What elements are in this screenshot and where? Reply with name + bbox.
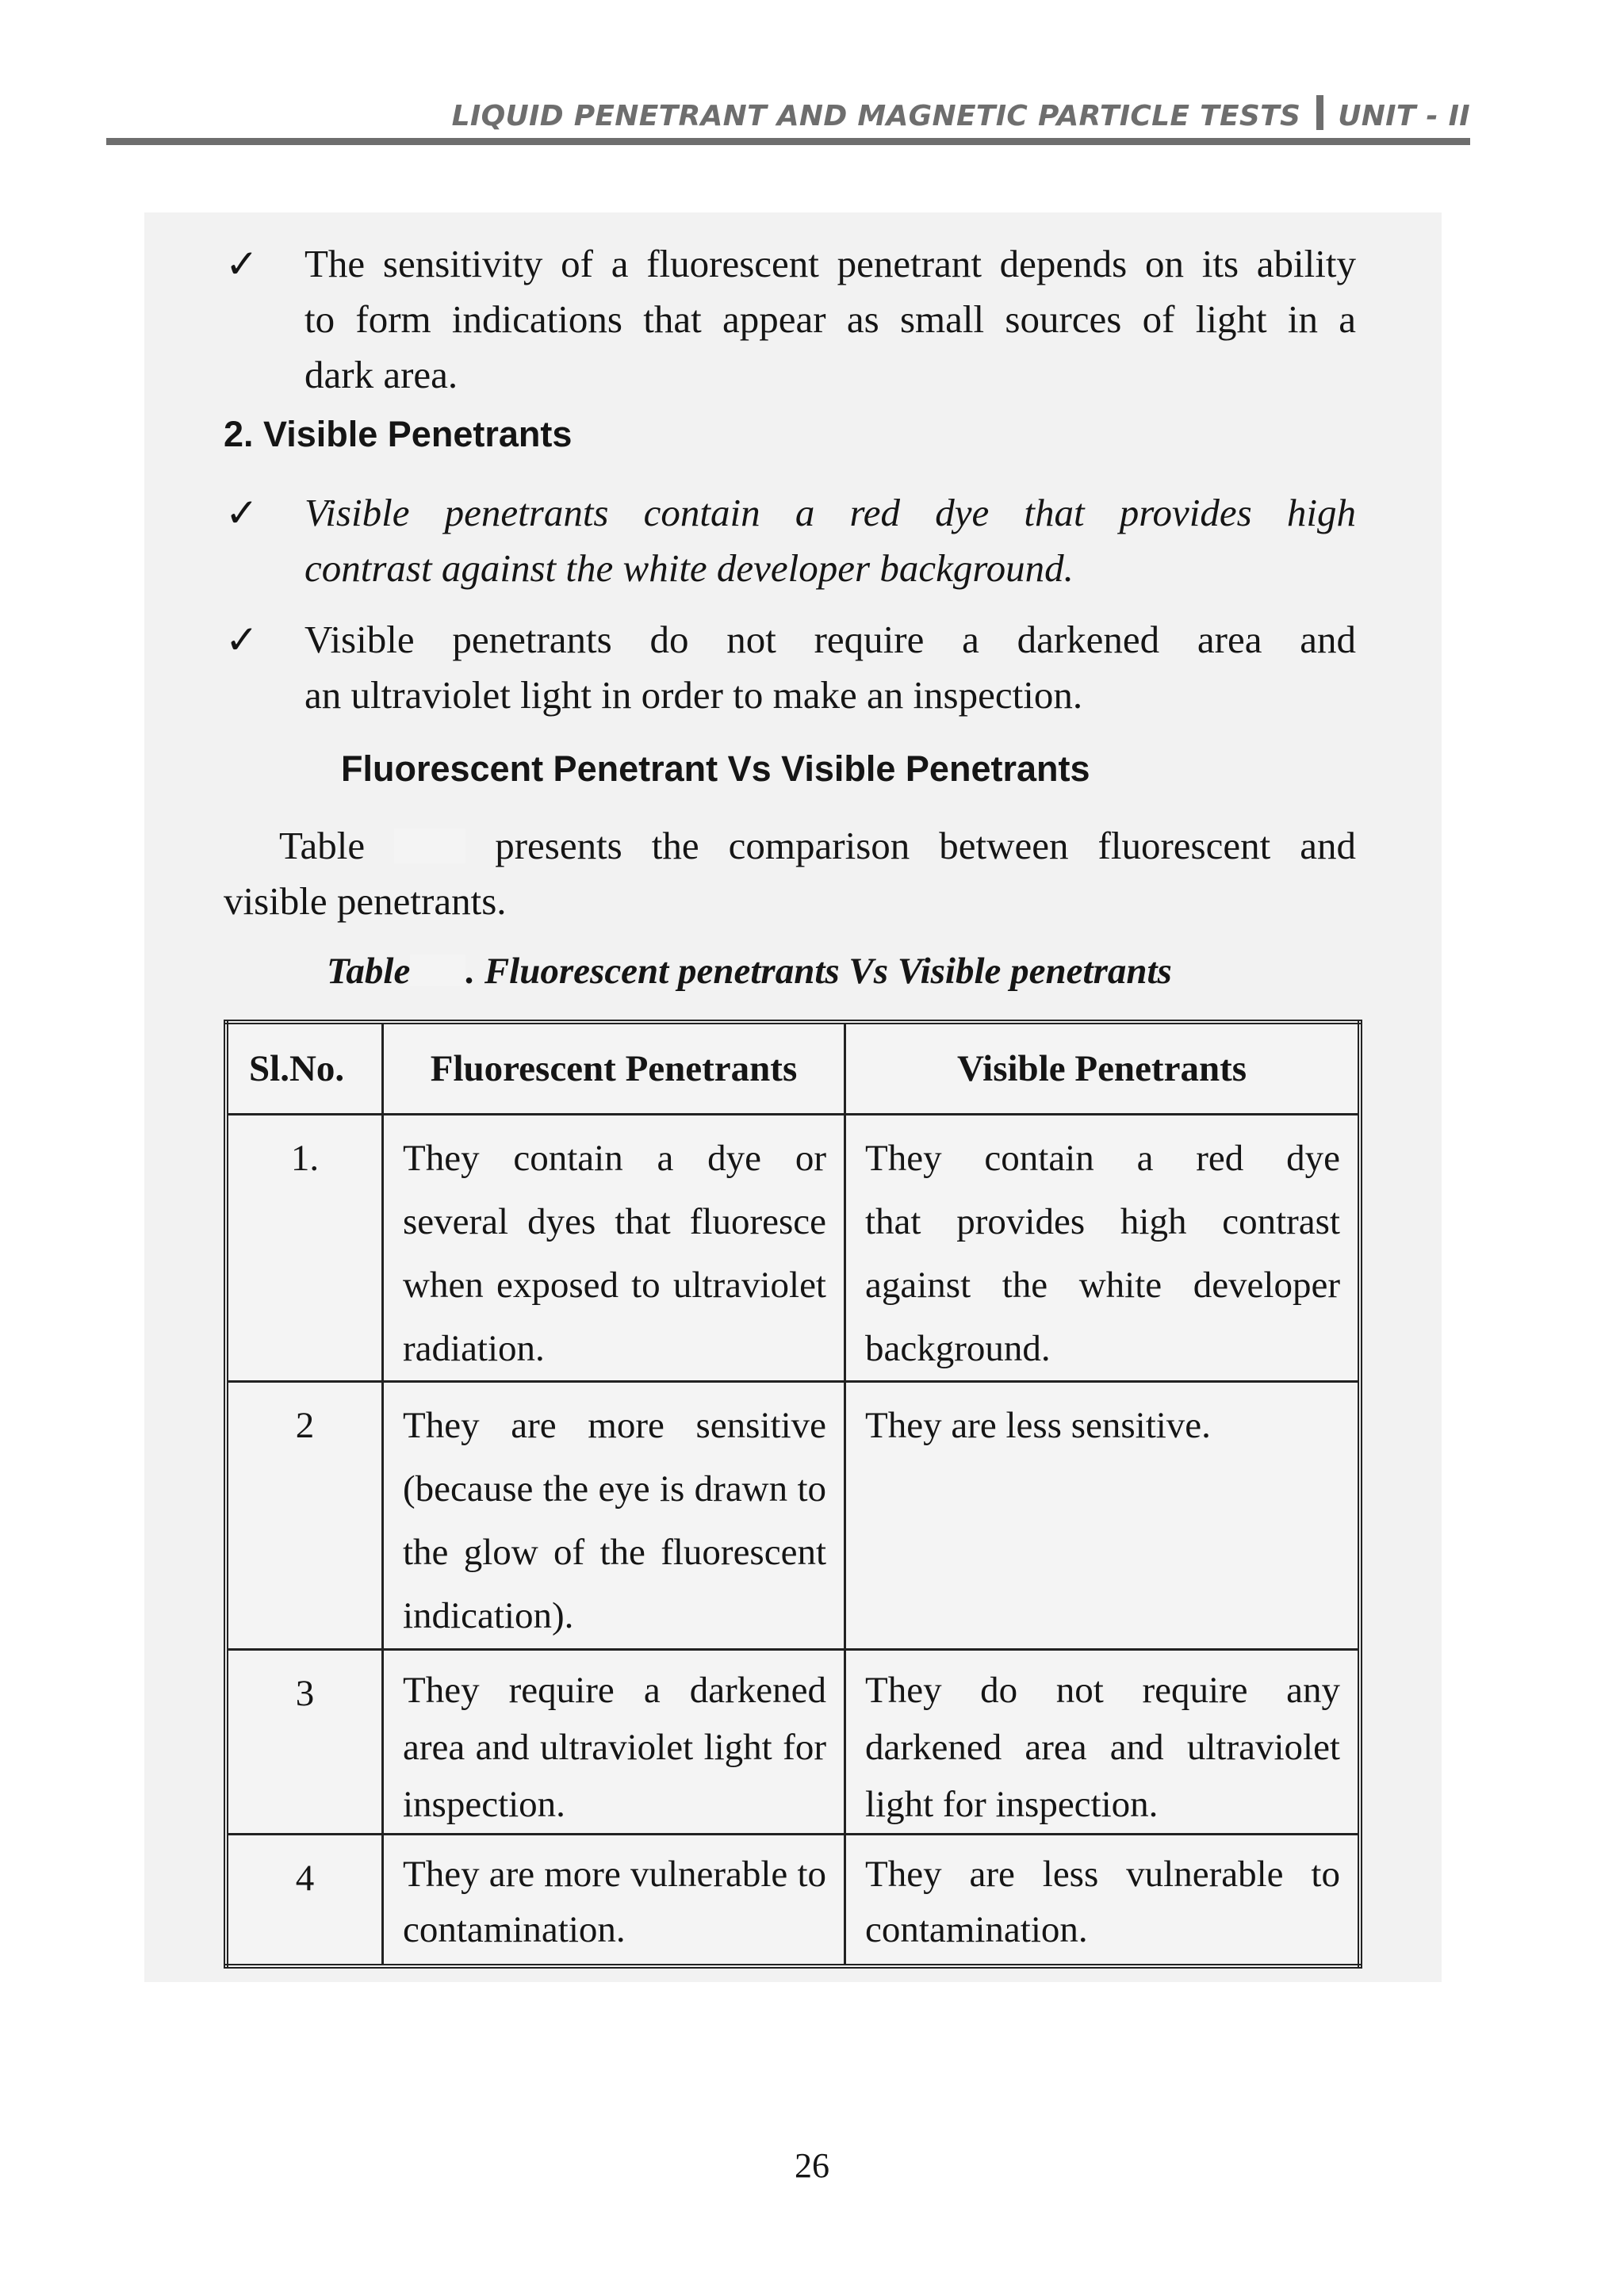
cell-line: They require a darkened (403, 1670, 826, 1711)
fluorescent-cell (383, 1650, 845, 1835)
cell-line: contamination. (865, 1909, 1088, 1950)
running-header (106, 95, 1470, 143)
column-header-slno: Sl.No. (226, 1022, 383, 1115)
checkmark-icon: ✓ (225, 241, 259, 287)
caption-label: Table (327, 951, 411, 992)
cell-line: They are more sensitive (403, 1405, 826, 1446)
page-number: 26 (795, 2146, 829, 2185)
row-number: 3 (226, 1650, 383, 1835)
cell-line: background. (865, 1328, 1051, 1369)
section-heading: 2. Visible Penetrants (224, 414, 573, 454)
cell-line: radiation. (403, 1328, 545, 1369)
header-title: LIQUID PENETRANT AND MAGNETIC PARTICLE TESTS (451, 100, 1301, 132)
visible-cell (845, 1650, 1361, 1835)
row-number: 4 (226, 1835, 383, 1966)
cell-line: They are more vulnerable to (403, 1854, 826, 1895)
cell-line: that provides high contrast (865, 1201, 1340, 1242)
table-row (226, 1835, 1360, 1966)
cell-line: the glow of the fluorescent (403, 1532, 826, 1573)
paragraph-table-word: Table (279, 824, 366, 867)
cell-line: inspection. (403, 1784, 565, 1825)
comparison-table (224, 1020, 1362, 1969)
cell-line: They contain a red dye (865, 1138, 1340, 1179)
table-row (226, 1382, 1360, 1650)
cell-line: contamination. (403, 1909, 626, 1950)
cell-line: area and ultraviolet light for (403, 1727, 826, 1768)
cell-line: They are less sensitive. (865, 1405, 1211, 1446)
table-header-row (226, 1022, 1360, 1115)
table-caption (327, 950, 1172, 993)
table-row (226, 1115, 1360, 1382)
cell-line: against the white developer (865, 1265, 1340, 1306)
cell-line: (because the eye is drawn to (403, 1468, 826, 1510)
bullet-line: an ultraviolet light in order to make an inspection. (304, 673, 1083, 717)
checkmark-icon: ✓ (225, 617, 259, 663)
cell-line: several dyes that fluoresce (403, 1201, 826, 1242)
paragraph-line-2: visible penetrants. (224, 879, 507, 923)
table-number-blank (394, 828, 465, 863)
comparison-heading: Fluorescent Penetrant Vs Visible Penetrants (341, 748, 1090, 789)
bullet-line: contrast against the white developer background. (304, 546, 1074, 590)
cell-line: indication). (403, 1595, 574, 1636)
column-header-fluorescent: Fluorescent Penetrants (383, 1022, 845, 1115)
bullet-line: dark area. (304, 353, 458, 396)
cell-line: They contain a dye or (403, 1138, 826, 1179)
caption-number-blank (410, 955, 465, 986)
caption-title: . Fluorescent penetrants Vs Visible penetrants (465, 951, 1172, 992)
cell-line: light for inspection. (865, 1784, 1159, 1825)
paragraph-line (224, 818, 1356, 874)
row-number: 2 (226, 1382, 383, 1650)
bullet-fluorescent-sensitivity (304, 236, 1356, 403)
bullet-line: Visible penetrants do not require a darkened area and (304, 618, 1356, 661)
intro-paragraph (224, 818, 1356, 929)
table-row (226, 1650, 1360, 1835)
header-rule (106, 138, 1470, 145)
fluorescent-cell (383, 1835, 845, 1966)
fluorescent-cell (383, 1115, 845, 1382)
visible-cell (845, 1835, 1361, 1966)
visible-cell (845, 1382, 1361, 1650)
bullet-line: to form indications that appear as small sources of light in a (304, 297, 1356, 341)
fluorescent-cell (383, 1382, 845, 1650)
checkmark-icon: ✓ (225, 490, 259, 536)
header-separator (1316, 95, 1323, 130)
cell-line: They do not require any (865, 1670, 1340, 1711)
bullet-visible-red-dye (304, 485, 1356, 596)
bullet-visible-no-darkened-area (304, 612, 1356, 723)
column-header-visible: Visible Penetrants (845, 1022, 1361, 1115)
paragraph-text: presents the comparison between fluorescent and (495, 824, 1357, 867)
visible-cell (845, 1115, 1361, 1382)
cell-line: darkened area and ultraviolet (865, 1727, 1340, 1768)
header-unit: UNIT - II (1338, 100, 1470, 132)
cell-line: when exposed to ultraviolet (403, 1265, 826, 1306)
bullet-line: The sensitivity of a fluorescent penetrant depends on its ability (304, 242, 1356, 285)
cell-line: They are less vulnerable to (865, 1854, 1340, 1895)
row-number: 1. (226, 1115, 383, 1382)
bullet-line: Visible penetrants contain a red dye that provides high (304, 491, 1356, 534)
running-header-text (452, 95, 1470, 132)
